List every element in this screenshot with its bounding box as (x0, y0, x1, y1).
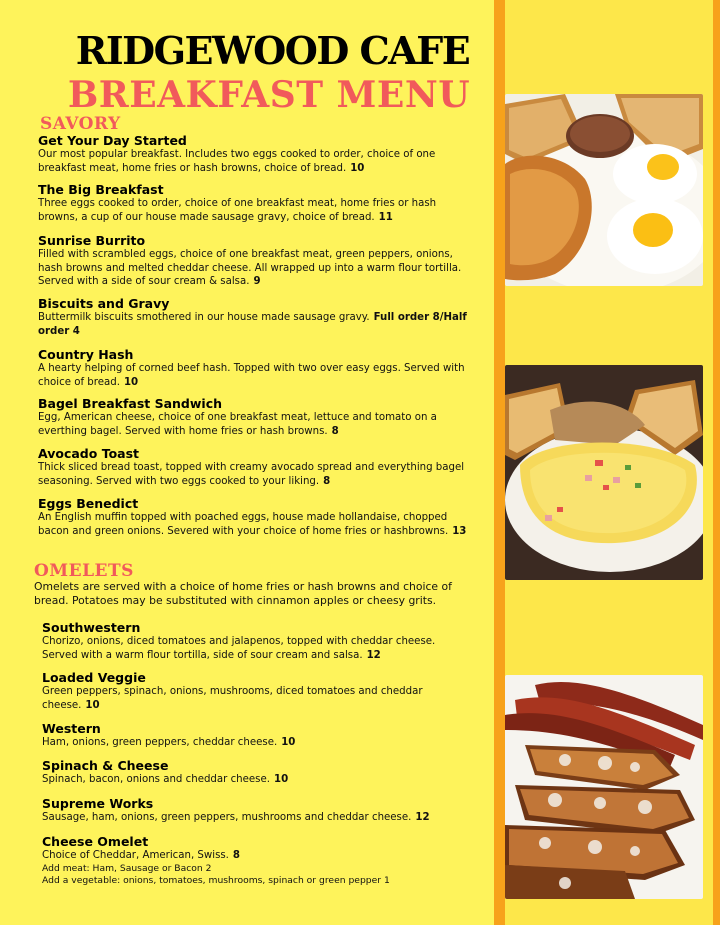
menu-item (38, 347, 468, 389)
item-name: Loaded Veggie (42, 670, 146, 685)
item-desc: Chorizo, onions, diced tomatoes and jalapenos, topped with cheddar cheese. Served with a warm flour tortilla, side of sour cream and salsa. 12 (42, 636, 436, 661)
menu-item (38, 396, 468, 438)
menu-item (42, 834, 472, 887)
item-name: Biscuits and Gravy (38, 296, 170, 311)
savory-heading: SAVORY (40, 114, 121, 134)
omelet-photo (505, 365, 703, 580)
cafe-name: RIDGEWOOD CAFE (75, 28, 470, 73)
menu-item (38, 233, 468, 289)
item-name: Country Hash (38, 347, 134, 362)
omelets-intro: Omelets are served with a choice of home fries or hash browns and choice of bread. Potatoes may be substituted with cinnamon apples or cheesy grits. (34, 580, 452, 607)
item-name: Cheese Omelet (42, 834, 149, 849)
item-desc: Green peppers, spinach, onions, mushrooms, diced tomatoes and cheddar cheese. 10 (42, 686, 423, 711)
item-name: Eggs Benedict (38, 496, 139, 511)
item-price: 12 (415, 812, 430, 823)
addon-meat: Add meat: Ham, Sausage or Bacon 2 (42, 862, 212, 874)
item-name: Supreme Works (42, 796, 154, 811)
item-price: 12 (366, 649, 381, 661)
item-desc: Choice of Cheddar, American, Swiss. 8 (42, 850, 241, 861)
omelets-heading: OMELETS (34, 561, 134, 581)
item-price: 10 (85, 699, 100, 711)
menu-item (42, 620, 472, 662)
item-price: 10 (281, 737, 296, 748)
item-desc: Thick sliced bread toast, topped with creamy avocado spread and everything bagel seasoning. Served with two eggs cooked to your liking. 8 (38, 462, 465, 487)
item-desc: Spinach, bacon, onions and cheddar cheese. 10 (42, 774, 289, 785)
item-name: Avocado Toast (38, 446, 140, 461)
item-desc: Sausage, ham, onions, green peppers, mushrooms and cheddar cheese. 12 (42, 812, 430, 823)
item-price: 10 (123, 376, 139, 388)
item-name: The Big Breakfast (38, 182, 164, 197)
menu-item (38, 296, 468, 338)
item-desc: Three eggs cooked to order, choice of one breakfast meat, home fries or hash browns, a cup of our house made sausage gravy, choice of bread. 11 (38, 198, 437, 223)
item-desc: Buttermilk biscuits smothered in our house made sausage gravy. Full order 8/Half order 4 (38, 312, 467, 337)
item-price: 13 (452, 525, 467, 537)
item-name: Get Your Day Started (38, 133, 187, 148)
menu-item (38, 133, 468, 175)
item-price: 10 (350, 162, 365, 174)
item-name: Bagel Breakfast Sandwich (38, 396, 223, 411)
item-price: 10 (273, 774, 289, 785)
menu-item (38, 496, 468, 538)
item-price: 9 (253, 276, 261, 287)
item-desc: Our most popular breakfast. Includes two eggs cooked to order, choice of one breakfast meat, home fries or hash browns, choice of bread. 10 (38, 149, 436, 174)
item-desc: Egg, American cheese, choice of one breakfast meat, lettuce and tomato on a everthing bagel. Served with home fries or hash browns. 8 (38, 412, 437, 437)
addon-vegetable: Add a vegetable: onions, tomatoes, mushrooms, spinach or green pepper 1 (42, 874, 390, 886)
item-desc: Filled with scrambled eggs, choice of one breakfast meat, green peppers, onions, hash browns and melted cheddar cheese. All wrapped up into a warm flour tortilla. Served with a side of sour cream & salsa. 9 (38, 249, 462, 287)
eggs-toast-photo (505, 94, 703, 286)
item-desc: An English muffin topped with poached eggs, house made hollandaise, chopped bacon and green onions. Severed with your choice of home fries or hashbrowns. 13 (38, 512, 467, 537)
item-price: 11 (378, 211, 393, 223)
menu-item (38, 446, 468, 488)
item-desc: A hearty helping of corned beef hash. Topped with two over easy eggs. Served with choice of bread. 10 (38, 363, 465, 388)
menu-item (42, 721, 472, 750)
menu-item (38, 182, 468, 224)
item-price: Full order 8/Half order 4 (38, 312, 467, 337)
item-name: Spinach & Cheese (42, 758, 169, 773)
item-price: 8 (331, 425, 339, 437)
item-desc: Ham, onions, green peppers, cheddar cheese. 10 (42, 737, 296, 748)
menu-item (42, 796, 472, 825)
item-name: Southwestern (42, 620, 141, 635)
item-price: 8 (232, 850, 241, 861)
menu-item (42, 758, 472, 787)
item-price: 8 (323, 475, 331, 487)
french-toast-bacon-photo (505, 675, 703, 899)
item-name: Sunrise Burrito (38, 233, 146, 248)
menu-title: BREAKFAST MENU (67, 74, 471, 116)
menu-item (42, 670, 472, 712)
item-name: Western (42, 721, 101, 736)
